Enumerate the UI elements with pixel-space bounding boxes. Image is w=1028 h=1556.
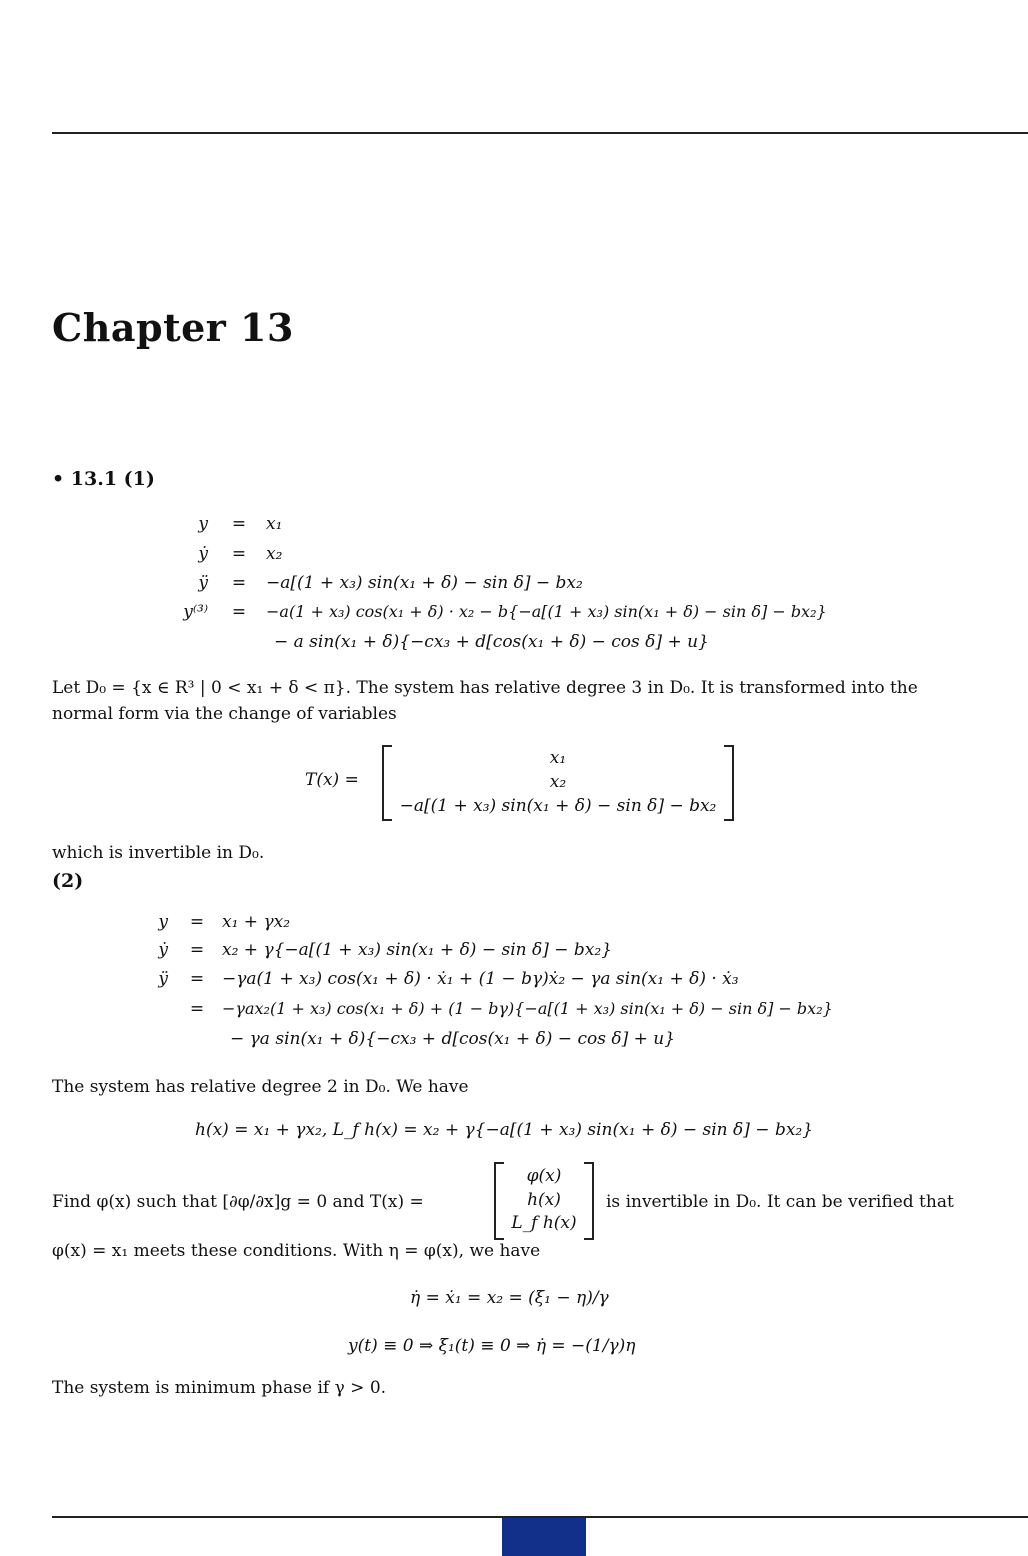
matrix-row: L_f h(x) [511, 1213, 577, 1233]
eq-continuation: − γa sin(x₁ + δ){−cx₃ + d[cos(x₁ + δ) − cos δ] + u} [230, 1029, 676, 1049]
paragraph-line: The system is minimum phase if γ > 0. [52, 1378, 387, 1398]
matrix-row: h(x) [527, 1190, 561, 1210]
paragraph-line: φ(x) = x₁ meets these conditions. With η = φ(x), we have [52, 1241, 541, 1261]
paragraph-line: which is invertible in D₀. [52, 843, 265, 863]
paragraph-line: is invertible in D₀. It can be verified that [606, 1192, 954, 1212]
matrix-row: x₂ [549, 772, 567, 792]
eta-equation: η̇ = ẋ₁ = x₂ = (ξ₁ − η)/γ [410, 1288, 609, 1308]
eq-rel: = [189, 912, 205, 932]
left-bracket [382, 745, 392, 821]
eq-rhs: x₁ [266, 514, 283, 534]
eq-rhs: −a(1 + x₃) cos(x₁ + δ) · x₂ − b{−a[(1 + x₃) sin(x₁ + δ) − sin δ] − bx₂} [266, 602, 827, 621]
eq-lhs: ẏ [158, 940, 168, 960]
paragraph-line: The system has relative degree 2 in D₀. We have [52, 1077, 469, 1097]
eq-lhs: ẏ [198, 544, 208, 564]
eq-lhs: y [198, 514, 208, 534]
eq-lhs: y [158, 912, 168, 932]
left-bracket [494, 1162, 504, 1240]
eq-lhs: y⁽³⁾ [183, 602, 208, 622]
matrix-lhs: T(x) = [305, 770, 359, 790]
matrix-row: x₁ [549, 748, 567, 768]
eq-rhs: x₁ + γx₂ [222, 912, 291, 932]
paragraph-line: Find φ(x) such that [∂φ/∂x]g = 0 and T(x) = [52, 1192, 424, 1212]
eq-rel: = [231, 573, 247, 593]
right-bracket [724, 745, 734, 821]
eq-continuation: − a sin(x₁ + δ){−cx₃ + d[cos(x₁ + δ) − cos δ] + u} [274, 632, 709, 652]
eq-rel: = [189, 999, 205, 1019]
eq-rel: = [189, 969, 205, 989]
top-rule [52, 132, 1028, 134]
eq-rhs: −γa(1 + x₃) cos(x₁ + δ) · ẋ₁ + (1 − bγ)ẋ₂ − γa sin(x₁ + δ) · ẋ₃ [222, 969, 739, 989]
paragraph-line: normal form via the change of variables [52, 704, 397, 724]
chapter-title: Chapter 13 [52, 305, 294, 350]
eq-rhs: x₂ [266, 544, 283, 564]
right-bracket [584, 1162, 594, 1240]
matrix-row: φ(x) [526, 1166, 562, 1186]
eq-rel: = [189, 940, 205, 960]
eq-lhs: ÿ [158, 969, 168, 989]
page-tab-block [502, 1518, 586, 1556]
eq-rhs: x₂ + γ{−a[(1 + x₃) sin(x₁ + δ) − sin δ] − bx₂} [222, 940, 613, 960]
eq-lhs: ÿ [198, 573, 208, 593]
zero-dynamics-equation: y(t) ≡ 0 ⇒ ξ₁(t) ≡ 0 ⇒ η̇ = −(1/γ)η [348, 1336, 636, 1356]
paragraph-line: Let D₀ = {x ∈ R³ | 0 < x₁ + δ < π}. The system has relative degree 3 in D₀. It is transformed into the [52, 678, 918, 698]
eq-rel: = [231, 602, 247, 622]
eq-rhs: −a[(1 + x₃) sin(x₁ + δ) − sin δ] − bx₂ [266, 573, 583, 593]
h-equation: h(x) = x₁ + γx₂, L_f h(x) = x₂ + γ{−a[(1 + x₃) sin(x₁ + δ) − sin δ] − bx₂} [195, 1120, 814, 1140]
part-label: (2) [52, 870, 84, 892]
eq-rel: = [231, 514, 247, 534]
eq-rel: = [231, 544, 247, 564]
eq-rhs: −γax₂(1 + x₃) cos(x₁ + δ) + (1 − bγ){−a[(1 + x₃) sin(x₁ + δ) − sin δ] − bx₂} [222, 999, 833, 1018]
section-heading: • 13.1 (1) [52, 468, 155, 490]
matrix-row: −a[(1 + x₃) sin(x₁ + δ) − sin δ] − bx₂ [399, 796, 717, 816]
